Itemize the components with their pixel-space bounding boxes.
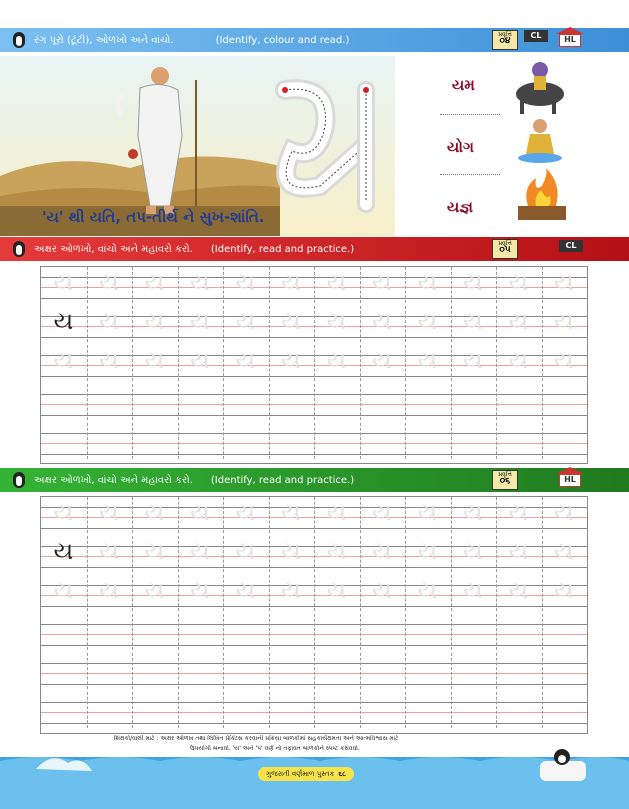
trace-letter: ય xyxy=(372,498,392,526)
trace-letter: ય xyxy=(326,346,347,374)
grid-divider xyxy=(496,384,497,420)
practice-row xyxy=(41,423,587,459)
teacher-note-line2: ઉપયોગી બનાવો. 'ય' અને 'પ' વર્ણ નો તફાવત બાળકોને સ્પષ્ટ કરાવવો. xyxy=(190,745,360,752)
practice-row xyxy=(41,692,587,728)
trace-letter: ય xyxy=(554,537,574,565)
grid-divider xyxy=(269,384,270,420)
illustration-panel xyxy=(0,56,629,236)
illustration-caption: 'ય' થી યતિ, તપ-તીર્થ ને સુખ-શાંતિ. xyxy=(42,208,265,226)
hl-badge: HL xyxy=(559,34,581,47)
trace-letter: ય xyxy=(326,307,347,335)
grid-divider xyxy=(314,653,315,689)
trace-letter: ય xyxy=(144,307,165,335)
trace-letter: ય xyxy=(235,576,256,604)
grid-divider xyxy=(496,614,497,650)
grid-divider xyxy=(132,384,133,420)
grid-divider xyxy=(132,423,133,459)
trace-letter: ય xyxy=(144,498,165,526)
teacher-note-line1: શિક્ષકો/વાલી માટે : અક્ષર ઓળખ તથા લિખિત પ્રેક્ટિસ કરવાની પ્રક્રિયા બાળકોમાં સહકાર્યક્ષમતા અને આત્મવિશ્વાસ માટે xyxy=(114,735,399,742)
trace-letter: ય xyxy=(99,537,119,565)
model-letter: ય xyxy=(53,307,74,335)
trace-letter: ય xyxy=(372,576,392,604)
page-number: ૬૮ xyxy=(338,769,347,778)
practice-row xyxy=(41,575,587,611)
instruction-gujarati: રંગ પૂરો (ટૂંટી), ઓળખો અને વાંચો. xyxy=(34,34,174,46)
grid-divider xyxy=(360,614,361,650)
trace-letter: ય xyxy=(144,537,165,565)
footer-notes xyxy=(0,733,629,809)
trace-letter: ય xyxy=(508,537,529,565)
practice-row xyxy=(41,306,587,342)
book-title: ગુજરાતી વર્ણમાળ પુસ્તક xyxy=(266,769,335,778)
grid-divider xyxy=(178,653,179,689)
trace-letter: ય xyxy=(235,307,256,335)
grid-divider xyxy=(223,384,224,420)
trace-letter: ય xyxy=(463,346,483,374)
trace-letter: ય xyxy=(190,537,210,565)
grid-divider xyxy=(269,423,270,459)
grid-divider xyxy=(405,692,406,728)
grid-divider xyxy=(496,423,497,459)
trace-letter: ય xyxy=(53,346,74,374)
dotted-line xyxy=(440,114,500,115)
grid-divider xyxy=(360,692,361,728)
trace-letter: ય xyxy=(190,576,210,604)
trace-letter: ય xyxy=(417,268,438,296)
trace-letter: ય xyxy=(144,268,165,296)
grid-divider xyxy=(451,614,452,650)
trace-letter: ય xyxy=(53,576,74,604)
section1-activity-badge: પ્રવૃત્તિ ૦૫ xyxy=(492,239,518,259)
trace-letter: ય xyxy=(554,346,574,374)
section1-instruction-english: (Identify, read and practice.) xyxy=(210,243,355,255)
trace-letter: ય xyxy=(99,576,119,604)
grid-divider xyxy=(87,423,88,459)
section2-hl-badge: HL xyxy=(559,474,581,487)
house-roof-icon xyxy=(556,467,584,474)
penguin-icon xyxy=(10,471,28,489)
grid-divider xyxy=(178,384,179,420)
trace-letter: ય xyxy=(463,498,483,526)
page-footer-tag xyxy=(258,767,354,781)
grid-divider xyxy=(451,423,452,459)
trace-letter: ય xyxy=(326,537,347,565)
grid-divider xyxy=(269,653,270,689)
word-yog: યોગ xyxy=(447,138,474,156)
trace-letter: ય xyxy=(508,268,529,296)
grid-divider xyxy=(360,384,361,420)
trace-letter: ય xyxy=(372,268,392,296)
trace-letter: ય xyxy=(144,346,165,374)
practice-row xyxy=(41,653,587,689)
section1-practice-grid xyxy=(40,266,588,464)
trace-letter: ય xyxy=(53,498,74,526)
trace-letter: ય xyxy=(463,576,483,604)
trace-letter: ય xyxy=(554,268,574,296)
grid-divider xyxy=(405,614,406,650)
grid-divider xyxy=(496,692,497,728)
grid-divider xyxy=(360,653,361,689)
grid-divider xyxy=(451,692,452,728)
trace-letter: ય xyxy=(53,268,74,296)
word-yagna: યજ્ઞ xyxy=(447,198,474,216)
trace-letter: ય xyxy=(235,346,256,374)
trace-letter: ય xyxy=(281,268,301,296)
trace-letter: ય xyxy=(99,498,119,526)
grid-divider xyxy=(223,653,224,689)
section2-instruction-gujarati: અક્ષર ઓળખો, વાંચો અને મહાવરો કરો. xyxy=(34,474,193,486)
trace-letter: ય xyxy=(372,346,392,374)
trace-letter: ય xyxy=(554,576,574,604)
grid-divider xyxy=(542,423,543,459)
grid-divider xyxy=(360,423,361,459)
practice-row xyxy=(41,267,587,303)
trace-letter: ય xyxy=(281,537,301,565)
trace-letter: ય xyxy=(281,576,301,604)
grid-divider xyxy=(132,692,133,728)
practice-row xyxy=(41,614,587,650)
trace-letter: ય xyxy=(326,498,347,526)
trace-letter: ય xyxy=(326,268,347,296)
trace-letter: ય xyxy=(235,268,256,296)
word-yam: યમ xyxy=(452,76,475,94)
grid-divider xyxy=(87,614,88,650)
grid-divider xyxy=(269,692,270,728)
penguin-icon xyxy=(10,31,28,49)
trace-letter: ય xyxy=(463,268,483,296)
trace-letter: ય xyxy=(554,498,574,526)
house-roof-icon xyxy=(556,27,584,34)
trace-letter: ય xyxy=(190,307,210,335)
grid-divider xyxy=(87,692,88,728)
grid-divider xyxy=(314,384,315,420)
trace-letter: ય xyxy=(372,307,392,335)
practice-row xyxy=(41,384,587,420)
trace-letter: ય xyxy=(463,307,483,335)
trace-letter: ય xyxy=(144,576,165,604)
grid-divider xyxy=(542,614,543,650)
trace-letter: ય xyxy=(508,307,529,335)
grid-divider xyxy=(405,653,406,689)
trace-letter: ય xyxy=(417,498,438,526)
grid-divider xyxy=(405,423,406,459)
section2-activity-badge: પ્રવૃત્તિ ૦૬ xyxy=(492,470,518,490)
section2-banner xyxy=(0,468,629,492)
section1-banner xyxy=(0,237,629,261)
trace-letter: ય xyxy=(417,346,438,374)
grid-divider xyxy=(178,423,179,459)
trace-letter: ય xyxy=(508,498,529,526)
grid-divider xyxy=(178,614,179,650)
penguin-icon xyxy=(10,240,28,258)
cl-badge: CL xyxy=(524,30,548,42)
practice-row xyxy=(41,536,587,572)
grid-divider xyxy=(178,692,179,728)
trace-letter: ય xyxy=(508,346,529,374)
grid-divider xyxy=(542,653,543,689)
trace-letter: ય xyxy=(99,268,119,296)
trace-letter: ય xyxy=(554,307,574,335)
trace-letter: ય xyxy=(281,498,301,526)
section1-cl-badge: CL xyxy=(559,240,583,252)
trace-letter: ય xyxy=(417,576,438,604)
trace-letter: ય xyxy=(190,346,210,374)
trace-letter: ય xyxy=(281,346,301,374)
grid-divider xyxy=(542,692,543,728)
section1-instruction-gujarati: અક્ષર ઓળખો, વાંચો અને મહાવરો કરો. xyxy=(34,243,193,255)
grid-divider xyxy=(542,384,543,420)
grid-divider xyxy=(223,614,224,650)
trace-letter: ય xyxy=(508,576,529,604)
trace-letter: ય xyxy=(190,498,210,526)
instruction-english: (Identify, colour and read.) xyxy=(215,34,350,46)
trace-letter: ય xyxy=(99,346,119,374)
grid-divider xyxy=(314,692,315,728)
grid-divider xyxy=(132,614,133,650)
trace-letter: ય xyxy=(235,537,256,565)
grid-divider xyxy=(405,384,406,420)
grid-divider xyxy=(451,384,452,420)
dotted-line xyxy=(440,174,500,175)
grid-divider xyxy=(223,692,224,728)
practice-row xyxy=(41,497,587,533)
section2-instruction-english: (Identify, read and practice.) xyxy=(210,474,355,486)
grid-divider xyxy=(451,653,452,689)
trace-letter: ય xyxy=(281,307,301,335)
model-letter: ય xyxy=(53,537,74,565)
grid-divider xyxy=(496,653,497,689)
trace-letter: ય xyxy=(326,576,347,604)
activity-badge: પ્રવૃત્તિ ૦૪ xyxy=(492,30,518,50)
trace-letter: ય xyxy=(235,498,256,526)
grid-divider xyxy=(87,653,88,689)
grid-divider xyxy=(314,423,315,459)
trace-letter: ય xyxy=(372,537,392,565)
grid-divider xyxy=(132,653,133,689)
grid-divider xyxy=(223,423,224,459)
trace-letter: ય xyxy=(417,307,438,335)
grid-divider xyxy=(314,614,315,650)
grid-divider xyxy=(87,384,88,420)
trace-letter: ય xyxy=(463,537,483,565)
practice-row xyxy=(41,345,587,381)
trace-letter: ય xyxy=(417,537,438,565)
grid-divider xyxy=(269,614,270,650)
trace-letter: ય xyxy=(190,268,210,296)
section2-practice-grid xyxy=(40,496,588,734)
trace-letter: ય xyxy=(99,307,119,335)
